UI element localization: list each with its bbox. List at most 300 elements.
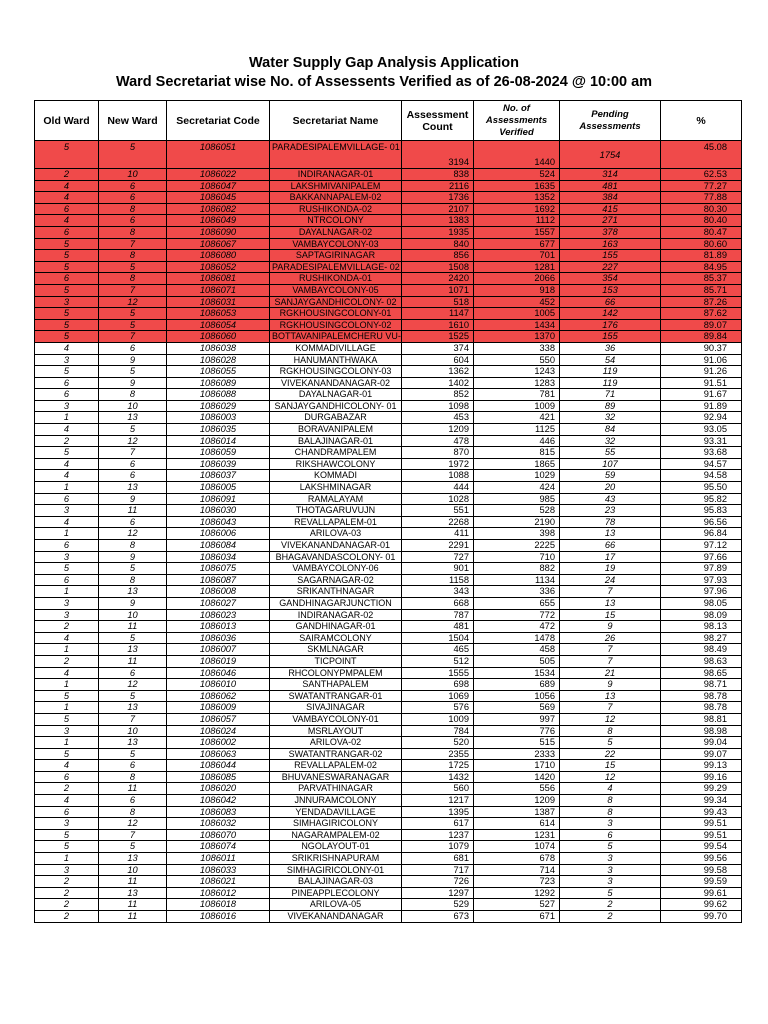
pending-count-cell: 66 (560, 540, 661, 552)
secretariat-name-cell: DURGABAZAR (270, 412, 402, 424)
secretariat-name-cell: YENDADAVILLAGE (270, 806, 402, 818)
percent-cell: 95.82 (661, 493, 742, 505)
secretariat-code-cell: 1086043 (167, 516, 270, 528)
percent-cell: 80.30 (661, 203, 742, 215)
table-row (35, 737, 742, 749)
old-ward-cell: 5 (35, 690, 99, 702)
new-ward-cell: 8 (99, 574, 167, 586)
header-new-ward: New Ward (99, 101, 167, 141)
verified-count-cell: 1635 (474, 180, 560, 192)
assessment-count-cell: 444 (402, 482, 474, 494)
verified-count-cell: 1352 (474, 192, 560, 204)
assessment-count-cell: 481 (402, 621, 474, 633)
assessment-count-cell: 604 (402, 354, 474, 366)
table-row (35, 505, 742, 517)
table-row (35, 887, 742, 899)
new-ward-cell: 11 (99, 621, 167, 633)
new-ward-cell: 11 (99, 911, 167, 923)
assessment-count-cell: 668 (402, 597, 474, 609)
assessment-count-cell: 1432 (402, 771, 474, 783)
percent-cell: 92.94 (661, 412, 742, 424)
assessment-count-cell: 518 (402, 296, 474, 308)
percent-cell: 96.56 (661, 516, 742, 528)
pending-count-cell: 119 (560, 377, 661, 389)
table-row (35, 853, 742, 865)
old-ward-cell: 6 (35, 806, 99, 818)
pending-count-cell: 314 (560, 169, 661, 181)
pending-count-cell: 36 (560, 342, 661, 354)
secretariat-code-cell: 1086088 (167, 389, 270, 401)
secretariat-code-cell: 1086031 (167, 296, 270, 308)
new-ward-cell: 13 (99, 482, 167, 494)
percent-cell: 98.78 (661, 702, 742, 714)
percent-cell: 91.51 (661, 377, 742, 389)
secretariat-name-cell: SWATANTRANGAR-01 (270, 690, 402, 702)
verified-count-cell: 723 (474, 876, 560, 888)
table-row (35, 250, 742, 262)
secretariat-name-cell: RGKHOUSINGCOLONY-02 (270, 319, 402, 331)
secretariat-code-cell: 1086074 (167, 841, 270, 853)
table-row (35, 482, 742, 494)
table-row (35, 713, 742, 725)
new-ward-cell: 5 (99, 366, 167, 378)
old-ward-cell: 2 (35, 887, 99, 899)
new-ward-cell: 13 (99, 737, 167, 749)
table-row (35, 690, 742, 702)
secretariat-code-cell: 1086049 (167, 215, 270, 227)
table-row (35, 192, 742, 204)
new-ward-cell: 8 (99, 250, 167, 262)
verified-count-cell: 776 (474, 725, 560, 737)
secretariat-code-cell: 1086023 (167, 609, 270, 621)
pending-count-cell: 3 (560, 818, 661, 830)
old-ward-cell: 2 (35, 911, 99, 923)
secretariat-name-cell: RAMALAYAM (270, 493, 402, 505)
percent-cell: 80.60 (661, 238, 742, 250)
old-ward-cell: 4 (35, 760, 99, 772)
table-row (35, 169, 742, 181)
verified-count-cell: 710 (474, 551, 560, 563)
verified-count-cell: 701 (474, 250, 560, 262)
secretariat-code-cell: 1086011 (167, 853, 270, 865)
secretariat-name-cell: KOMMADIVILLAGE (270, 342, 402, 354)
percent-cell: 87.26 (661, 296, 742, 308)
table-row (35, 319, 742, 331)
assessment-count-cell: 673 (402, 911, 474, 923)
new-ward-cell: 5 (99, 319, 167, 331)
pending-count-cell: 1754 (560, 141, 661, 169)
secretariat-code-cell: 1086054 (167, 319, 270, 331)
percent-cell: 99.16 (661, 771, 742, 783)
old-ward-cell: 3 (35, 505, 99, 517)
table-row (35, 238, 742, 250)
verified-count-cell: 614 (474, 818, 560, 830)
pending-count-cell: 8 (560, 806, 661, 818)
assessment-count-cell: 1071 (402, 284, 474, 296)
table-row (35, 458, 742, 470)
assessment-count-cell: 840 (402, 238, 474, 250)
table-row (35, 597, 742, 609)
secretariat-name-cell: SANJAYGANDHICOLONY- 02 (270, 296, 402, 308)
assessment-count-cell: 1209 (402, 424, 474, 436)
verified-count-cell: 689 (474, 679, 560, 691)
pending-count-cell: 155 (560, 250, 661, 262)
verified-count-cell: 1534 (474, 667, 560, 679)
table-row (35, 725, 742, 737)
new-ward-cell: 7 (99, 713, 167, 725)
secretariat-code-cell: 1086009 (167, 702, 270, 714)
secretariat-code-cell: 1086018 (167, 899, 270, 911)
old-ward-cell: 5 (35, 563, 99, 575)
table-row (35, 655, 742, 667)
secretariat-code-cell: 1086003 (167, 412, 270, 424)
new-ward-cell: 11 (99, 655, 167, 667)
percent-cell: 85.37 (661, 273, 742, 285)
verified-count-cell: 336 (474, 586, 560, 598)
old-ward-cell: 1 (35, 737, 99, 749)
table-row (35, 516, 742, 528)
secretariat-code-cell: 1086090 (167, 226, 270, 238)
pending-count-cell: 66 (560, 296, 661, 308)
old-ward-cell: 3 (35, 818, 99, 830)
secretariat-code-cell: 1086053 (167, 308, 270, 320)
pending-count-cell: 17 (560, 551, 661, 563)
header-old-ward: Old Ward (35, 101, 99, 141)
verified-count-cell: 772 (474, 609, 560, 621)
pending-count-cell: 13 (560, 597, 661, 609)
new-ward-cell: 13 (99, 853, 167, 865)
table-row (35, 493, 742, 505)
secretariat-name-cell: SIMHAGIRICOLONY (270, 818, 402, 830)
new-ward-cell: 6 (99, 342, 167, 354)
new-ward-cell: 13 (99, 887, 167, 899)
percent-cell: 95.50 (661, 482, 742, 494)
secretariat-code-cell: 1086024 (167, 725, 270, 737)
secretariat-name-cell: VAMBAYCOLONY-05 (270, 284, 402, 296)
old-ward-cell: 4 (35, 795, 99, 807)
assessment-count-cell: 551 (402, 505, 474, 517)
verified-count-cell: 1056 (474, 690, 560, 702)
secretariat-code-cell: 1086039 (167, 458, 270, 470)
verified-count-cell: 714 (474, 864, 560, 876)
verified-count-cell: 1005 (474, 308, 560, 320)
verified-count-cell: 997 (474, 713, 560, 725)
assessment-count-cell: 2116 (402, 180, 474, 192)
new-ward-cell: 5 (99, 690, 167, 702)
percent-cell: 62.53 (661, 169, 742, 181)
percent-cell: 94.58 (661, 470, 742, 482)
verified-count-cell: 569 (474, 702, 560, 714)
old-ward-cell: 5 (35, 261, 99, 273)
table-row (35, 400, 742, 412)
table-row (35, 435, 742, 447)
pending-count-cell: 119 (560, 366, 661, 378)
old-ward-cell: 1 (35, 853, 99, 865)
new-ward-cell: 5 (99, 261, 167, 273)
table-row (35, 377, 742, 389)
assessment-count-cell: 1069 (402, 690, 474, 702)
assessment-count-cell: 1383 (402, 215, 474, 227)
new-ward-cell: 6 (99, 516, 167, 528)
percent-cell: 91.67 (661, 389, 742, 401)
verified-count-cell: 918 (474, 284, 560, 296)
secretariat-name-cell: RIKSHAWCOLONY (270, 458, 402, 470)
pending-count-cell: 71 (560, 389, 661, 401)
new-ward-cell: 7 (99, 331, 167, 343)
table-row (35, 574, 742, 586)
secretariat-code-cell: 1086052 (167, 261, 270, 273)
secretariat-name-cell: LAKSHMIVANIPALEM (270, 180, 402, 192)
assessment-count-cell: 1525 (402, 331, 474, 343)
old-ward-cell: 4 (35, 458, 99, 470)
old-ward-cell: 4 (35, 632, 99, 644)
secretariat-code-cell: 1086013 (167, 621, 270, 633)
table-row (35, 632, 742, 644)
percent-cell: 99.04 (661, 737, 742, 749)
verified-count-cell: 1292 (474, 887, 560, 899)
percent-cell: 99.51 (661, 829, 742, 841)
secretariat-name-cell: BHAGAVANDASCOLONY- 01 (270, 551, 402, 563)
verified-count-cell: 550 (474, 354, 560, 366)
verified-count-cell: 398 (474, 528, 560, 540)
verified-count-cell: 556 (474, 783, 560, 795)
secretariat-code-cell: 1086082 (167, 203, 270, 215)
assessment-count-cell: 1508 (402, 261, 474, 273)
table-row (35, 354, 742, 366)
verified-count-cell: 1478 (474, 632, 560, 644)
new-ward-cell: 11 (99, 876, 167, 888)
percent-cell: 99.13 (661, 760, 742, 772)
verified-count-cell: 527 (474, 899, 560, 911)
secretariat-name-cell: GANDHINAGAR-01 (270, 621, 402, 633)
verified-count-cell: 2190 (474, 516, 560, 528)
assessment-count-cell: 727 (402, 551, 474, 563)
table-row (35, 540, 742, 552)
secretariat-name-cell: RGKHOUSINGCOLONY-01 (270, 308, 402, 320)
secretariat-name-cell: SIMHAGIRICOLONY-01 (270, 864, 402, 876)
new-ward-cell: 8 (99, 806, 167, 818)
verified-count-cell: 1557 (474, 226, 560, 238)
pending-count-cell: 22 (560, 748, 661, 760)
percent-cell: 91.89 (661, 400, 742, 412)
new-ward-cell: 13 (99, 702, 167, 714)
old-ward-cell: 2 (35, 621, 99, 633)
secretariat-name-cell: RGKHOUSINGCOLONY-03 (270, 366, 402, 378)
verified-count-cell: 1243 (474, 366, 560, 378)
new-ward-cell: 13 (99, 412, 167, 424)
assessment-count-cell: 726 (402, 876, 474, 888)
old-ward-cell: 2 (35, 169, 99, 181)
old-ward-cell: 3 (35, 354, 99, 366)
old-ward-cell: 3 (35, 864, 99, 876)
pending-count-cell: 43 (560, 493, 661, 505)
header-assessment-count: Assessment Count (402, 101, 474, 141)
verified-count-cell: 452 (474, 296, 560, 308)
verified-count-cell: 1112 (474, 215, 560, 227)
old-ward-cell: 5 (35, 238, 99, 250)
assessment-count-cell: 1217 (402, 795, 474, 807)
old-ward-cell: 3 (35, 725, 99, 737)
verified-count-cell: 338 (474, 342, 560, 354)
secretariat-name-cell: ARILOVA-05 (270, 899, 402, 911)
secretariat-name-cell: VAMBAYCOLONY-03 (270, 238, 402, 250)
percent-cell: 95.83 (661, 505, 742, 517)
verified-count-cell: 1231 (474, 829, 560, 841)
secretariat-name-cell: SANJAYGANDHICOLONY- 01 (270, 400, 402, 412)
secretariat-code-cell: 1086059 (167, 447, 270, 459)
verified-count-cell: 1009 (474, 400, 560, 412)
table-row (35, 783, 742, 795)
new-ward-cell: 10 (99, 400, 167, 412)
verified-count-cell: 458 (474, 644, 560, 656)
secretariat-code-cell: 1086010 (167, 679, 270, 691)
secretariat-name-cell: GANDHINAGARJUNCTION (270, 597, 402, 609)
assessment-count-cell: 717 (402, 864, 474, 876)
old-ward-cell: 5 (35, 447, 99, 459)
percent-cell: 98.98 (661, 725, 742, 737)
old-ward-cell: 5 (35, 319, 99, 331)
verified-count-cell: 2225 (474, 540, 560, 552)
pending-count-cell: 9 (560, 621, 661, 633)
assessment-count-cell: 529 (402, 899, 474, 911)
secretariat-code-cell: 1086057 (167, 713, 270, 725)
pending-count-cell: 7 (560, 586, 661, 598)
secretariat-name-cell: PARADESIPALEMVILLAGE- 02 (270, 261, 402, 273)
secretariat-name-cell: VIVEKANANDANAGAR-01 (270, 540, 402, 552)
old-ward-cell: 1 (35, 644, 99, 656)
secretariat-code-cell: 1086012 (167, 887, 270, 899)
secretariat-code-cell: 1086085 (167, 771, 270, 783)
secretariat-name-cell: RUSHIKONDA-01 (270, 273, 402, 285)
new-ward-cell: 7 (99, 447, 167, 459)
secretariat-name-cell: REVALLAPALEM-02 (270, 760, 402, 772)
pending-count-cell: 5 (560, 737, 661, 749)
pending-count-cell: 415 (560, 203, 661, 215)
old-ward-cell: 5 (35, 250, 99, 262)
new-ward-cell: 9 (99, 551, 167, 563)
old-ward-cell: 3 (35, 609, 99, 621)
pending-count-cell: 3 (560, 853, 661, 865)
new-ward-cell: 8 (99, 540, 167, 552)
pending-count-cell: 26 (560, 632, 661, 644)
new-ward-cell: 5 (99, 141, 167, 169)
verified-count-cell: 1125 (474, 424, 560, 436)
assessment-count-cell: 1028 (402, 493, 474, 505)
verified-count-cell: 1865 (474, 458, 560, 470)
verified-count-cell: 985 (474, 493, 560, 505)
report-subtitle: Ward Secretariat wise No. of Assessents Verified as of 26-08-2024 @ 10:00 am (115, 74, 653, 90)
secretariat-code-cell: 1086046 (167, 667, 270, 679)
new-ward-cell: 13 (99, 644, 167, 656)
assessment-count-cell: 901 (402, 563, 474, 575)
secretariat-code-cell: 1086089 (167, 377, 270, 389)
pending-count-cell: 8 (560, 725, 661, 737)
pending-count-cell: 9 (560, 679, 661, 691)
secretariat-code-cell: 1086028 (167, 354, 270, 366)
secretariat-code-cell: 1086075 (167, 563, 270, 575)
secretariat-code-cell: 1086044 (167, 760, 270, 772)
percent-cell: 98.05 (661, 597, 742, 609)
percent-cell: 98.78 (661, 690, 742, 702)
new-ward-cell: 5 (99, 563, 167, 575)
assessment-count-cell: 787 (402, 609, 474, 621)
old-ward-cell: 6 (35, 226, 99, 238)
old-ward-cell: 6 (35, 493, 99, 505)
percent-cell: 97.96 (661, 586, 742, 598)
percent-cell: 99.58 (661, 864, 742, 876)
secretariat-code-cell: 1086070 (167, 829, 270, 841)
old-ward-cell: 2 (35, 435, 99, 447)
old-ward-cell: 2 (35, 876, 99, 888)
pending-count-cell: 227 (560, 261, 661, 273)
pending-count-cell: 13 (560, 690, 661, 702)
pending-count-cell: 32 (560, 435, 661, 447)
table-row (35, 911, 742, 923)
percent-cell: 91.06 (661, 354, 742, 366)
secretariat-name-cell: THOTAGARUVUJN (270, 505, 402, 517)
assessment-count-cell: 1237 (402, 829, 474, 841)
secretariat-name-cell: BALAJINAGAR-03 (270, 876, 402, 888)
old-ward-cell: 5 (35, 366, 99, 378)
assessment-count-cell: 1555 (402, 667, 474, 679)
percent-cell: 97.12 (661, 540, 742, 552)
table-row (35, 203, 742, 215)
verified-count-cell: 424 (474, 482, 560, 494)
assessment-count-cell: 512 (402, 655, 474, 667)
percent-cell: 96.84 (661, 528, 742, 540)
verified-count-cell: 1387 (474, 806, 560, 818)
assessment-count-cell: 1736 (402, 192, 474, 204)
percent-cell: 84.95 (661, 261, 742, 273)
old-ward-cell: 3 (35, 296, 99, 308)
secretariat-code-cell: 1086005 (167, 482, 270, 494)
percent-cell: 97.93 (661, 574, 742, 586)
secretariat-code-cell: 1086071 (167, 284, 270, 296)
old-ward-cell: 1 (35, 482, 99, 494)
verified-count-cell: 505 (474, 655, 560, 667)
header-assessments-verified: No. of Assessments Verified (474, 101, 560, 141)
new-ward-cell: 8 (99, 203, 167, 215)
table-row (35, 389, 742, 401)
old-ward-cell: 6 (35, 540, 99, 552)
table-row (35, 412, 742, 424)
table-row (35, 528, 742, 540)
secretariat-name-cell: SIVAJINAGAR (270, 702, 402, 714)
pending-count-cell: 15 (560, 609, 661, 621)
table-row (35, 447, 742, 459)
percent-cell: 93.68 (661, 447, 742, 459)
table-header-row (35, 101, 742, 141)
assessment-count-cell: 1395 (402, 806, 474, 818)
secretariat-code-cell: 1086002 (167, 737, 270, 749)
report-title: Water Supply Gap Analysis Application (249, 55, 519, 71)
verified-count-cell: 882 (474, 563, 560, 575)
secretariat-name-cell: INDIRANAGAR-01 (270, 169, 402, 181)
percent-cell: 97.66 (661, 551, 742, 563)
verified-count-cell: 1029 (474, 470, 560, 482)
verified-count-cell: 446 (474, 435, 560, 447)
secretariat-code-cell: 1086030 (167, 505, 270, 517)
secretariat-name-cell: VIVEKANANDANAGAR (270, 911, 402, 923)
new-ward-cell: 5 (99, 841, 167, 853)
table-row (35, 841, 742, 853)
secretariat-name-cell: SAGARNAGAR-02 (270, 574, 402, 586)
percent-cell: 80.40 (661, 215, 742, 227)
secretariat-code-cell: 1086084 (167, 540, 270, 552)
table-row (35, 296, 742, 308)
old-ward-cell: 4 (35, 470, 99, 482)
old-ward-cell: 5 (35, 713, 99, 725)
